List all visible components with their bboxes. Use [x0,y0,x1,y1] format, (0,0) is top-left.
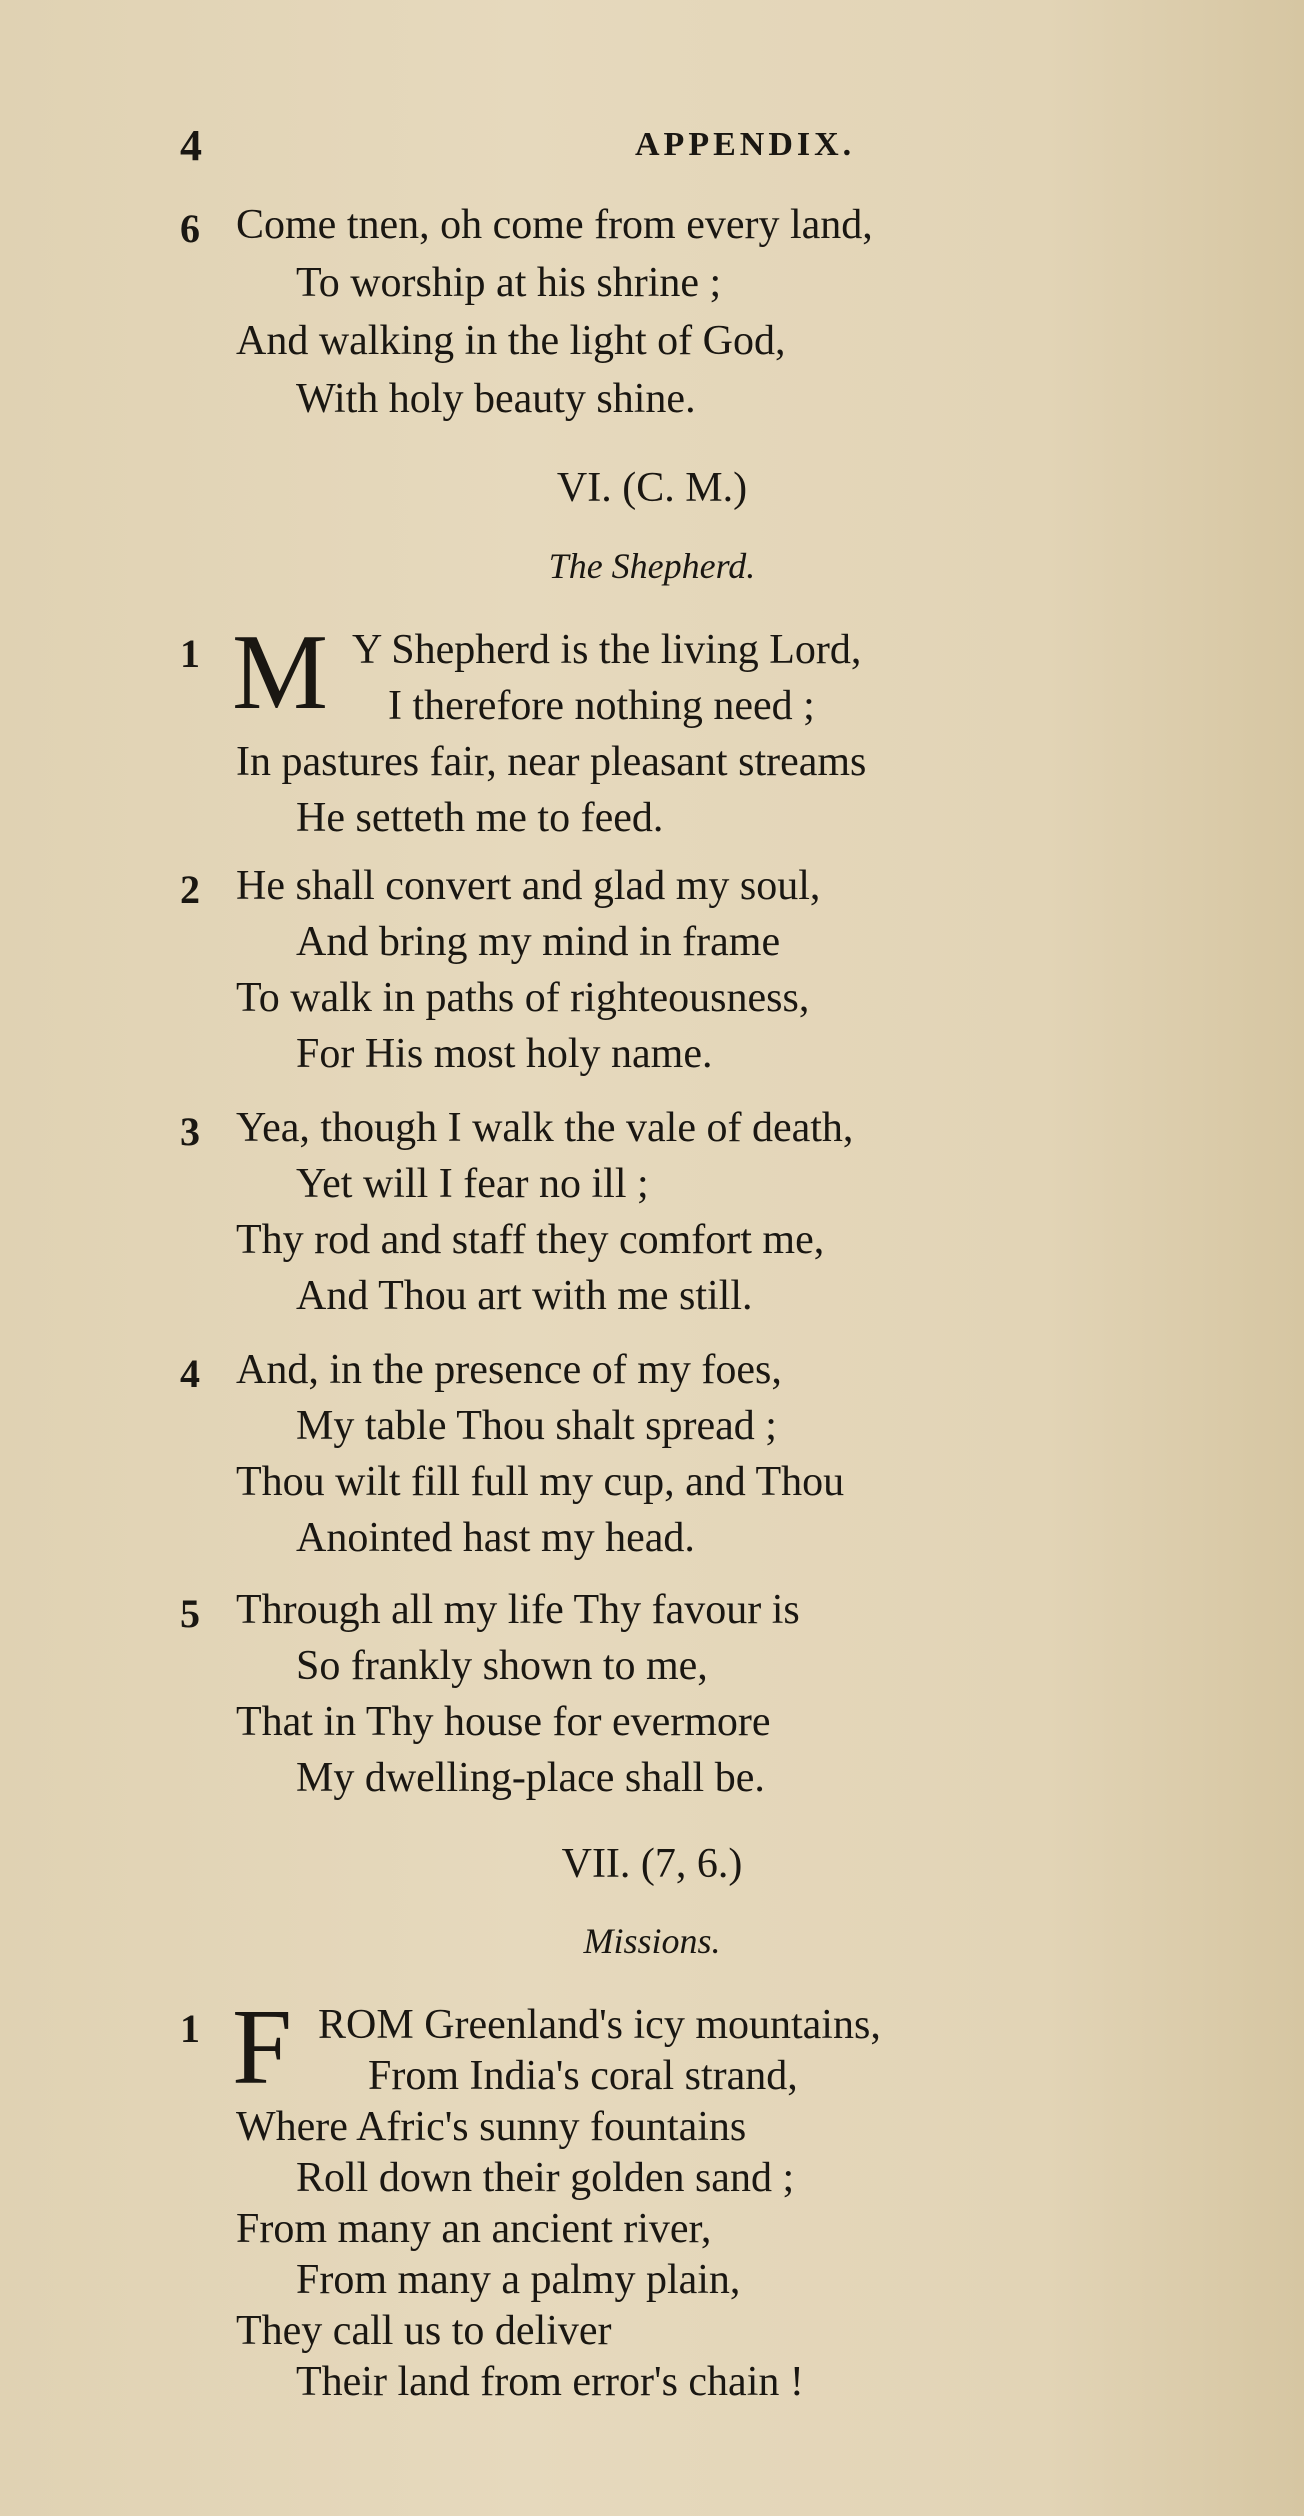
verse-line: In pastures fair, near pleasant streams [236,739,867,785]
drop-cap: M [232,613,329,732]
verse-line: And, in the presence of my foes, [236,1347,782,1393]
stanza-number: 6 [180,206,200,251]
verse-line: And bring my mind in frame [296,919,781,965]
verse-line: He setteth me to feed. [296,795,664,841]
verse-line: From many a palmy plain, [296,2257,741,2303]
stanza-number: 4 [180,1351,200,1396]
hymn-title: VII. (7, 6.) [561,1841,743,1887]
verse-line: Roll down their golden sand ; [296,2155,795,2201]
verse-line: Through all my life Thy favour is [236,1587,800,1633]
hymn-title: VI. (C. M.) [556,465,748,511]
page-header [180,120,1080,180]
stanza-number: 1 [180,631,200,676]
verse-line: Their land from error's chain ! [296,2359,804,2405]
verse-line: I therefore nothing need ; [388,683,815,729]
verse-line: Y Shepherd is the living Lord, [352,627,862,673]
verse-line: Come tnen, oh come from every land, [236,202,873,248]
verse-line: To worship at his shrine ; [296,260,722,306]
verse-line: To walk in paths of righteousness, [236,975,810,1021]
page-number: 4 [180,121,202,170]
verse-line: Yea, though I walk the vale of death, [236,1105,854,1151]
verse-line: My table Thou shalt spread ; [296,1403,777,1449]
verse-line: From India's coral strand, [368,2053,798,2099]
verse-line: They call us to deliver [236,2308,612,2354]
verse-line: From many an ancient river, [236,2206,712,2252]
hymn-subtitle: The Shepherd. [548,546,756,586]
stanza-number: 2 [180,867,200,912]
verse-line: Thou wilt fill full my cup, and Thou [236,1459,845,1505]
verse-line: With holy beauty shine. [296,376,696,422]
stanza-number: 1 [180,2006,200,2051]
verse-line: Yet will I fear no ill ; [296,1161,649,1207]
verse-line: And walking in the light of God, [236,318,786,364]
stanza-number: 3 [180,1109,200,1154]
verse-line: Thy rod and staff they comfort me, [236,1217,825,1263]
verse-line: Where Afric's sunny fountains [236,2104,747,2150]
running-head: APPENDIX. [635,126,856,163]
verse-line: And Thou art with me still. [296,1273,753,1319]
verse-line: So frankly shown to me, [296,1643,708,1689]
verse-line: My dwelling-place shall be. [296,1755,765,1801]
hymn-subtitle: Missions. [583,1921,721,1961]
stanza-number: 5 [180,1591,200,1636]
verse-line: He shall convert and glad my soul, [236,863,821,909]
verse-line: For His most holy name. [296,1031,713,1077]
verse-line: ROM Greenland's icy mountains, [318,2002,881,2048]
drop-cap: F [232,1988,293,2107]
verse-line: Anointed hast my head. [296,1515,695,1561]
verse-line: That in Thy house for evermore [236,1699,771,1745]
